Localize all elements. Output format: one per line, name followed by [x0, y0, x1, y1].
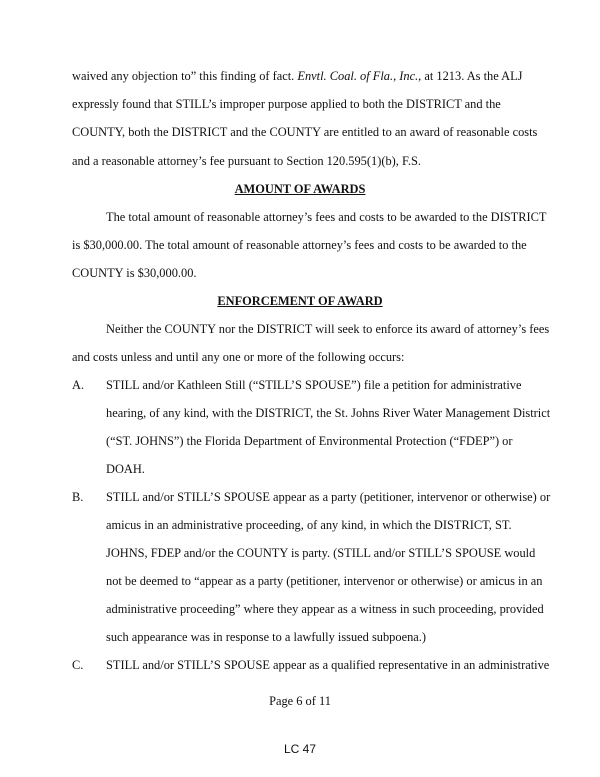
item-b-line-4: not be deemed to “appear as a party (petitioner, intervenor or otherwise) or amicus in an — [106, 574, 543, 588]
heading-amount-of-awards: AMOUNT OF AWARDS — [234, 182, 366, 196]
item-b-line-6: such appearance was in response to a lawfully issued subpoena.) — [106, 630, 426, 644]
item-a-line-1: STILL and/or Kathleen Still (“STILL’S SPOUSE”) file a petition for administrative — [106, 378, 522, 392]
item-b-marker: B. — [72, 490, 84, 504]
case-citation: Envtl. Coal. of Fla., Inc., — [297, 69, 422, 83]
page-number: Page 6 of 11 — [269, 694, 331, 708]
heading-enforcement-of-award: ENFORCEMENT OF AWARD — [217, 294, 383, 308]
item-c-line-1: STILL and/or STILL’S SPOUSE appear as a qualified representative in an administrative — [106, 658, 550, 672]
intro-line-3: COUNTY, both the DISTRICT and the COUNTY are entitled to an award of reasonable costs — [72, 125, 538, 139]
item-c-marker: C. — [72, 658, 84, 672]
item-b-line-2: amicus in an administrative proceeding, of any kind, in which the DISTRICT, ST. — [106, 518, 512, 532]
enforcement-line-2: and costs unless and until any one or more of the following occurs: — [72, 350, 405, 364]
amount-line-2: is $30,000.00. The total amount of reasonable attorney’s fees and costs to be awarded to the — [72, 238, 527, 252]
document-id: LC 47 — [283, 742, 317, 756]
item-a-marker: A. — [72, 378, 85, 392]
item-b-line-1: STILL and/or STILL’S SPOUSE appear as a party (petitioner, intervenor or otherwise) or — [106, 490, 551, 504]
intro-line-2: expressly found that STILL’s improper purpose applied to both the DISTRICT and the — [72, 97, 501, 111]
amount-line-3: COUNTY is $30,000.00. — [72, 266, 197, 280]
item-a-line-2: hearing, of any kind, with the DISTRICT, the St. Johns River Water Management District — [106, 406, 551, 420]
item-a-line-4: DOAH. — [106, 462, 145, 476]
intro-line-1-text: waived any objection to” this finding of fact. — [72, 69, 298, 83]
item-a-line-3: (“ST. JOHNS”) the Florida Department of Environmental Protection (“FDEP”) or — [106, 434, 513, 448]
item-b-line-3: JOHNS, FDEP and/or the COUNTY is party. (STILL and/or STILL’S SPOUSE would — [106, 546, 536, 560]
amount-line-1: The total amount of reasonable attorney’s fees and costs to be awarded to the DISTRICT — [106, 210, 547, 224]
item-b-line-5: administrative proceeding” where they appear as a witness in such proceeding, provided — [106, 602, 544, 616]
intro-line-4: and a reasonable attorney’s fee pursuant to Section 120.595(1)(b), F.S. — [72, 154, 421, 168]
intro-line-1-tail: at 1213. As the ALJ — [421, 69, 523, 83]
intro-line-1 — [72, 68, 522, 84]
enforcement-line-1: Neither the COUNTY nor the DISTRICT will seek to enforce its award of attorney’s fees — [106, 322, 550, 336]
